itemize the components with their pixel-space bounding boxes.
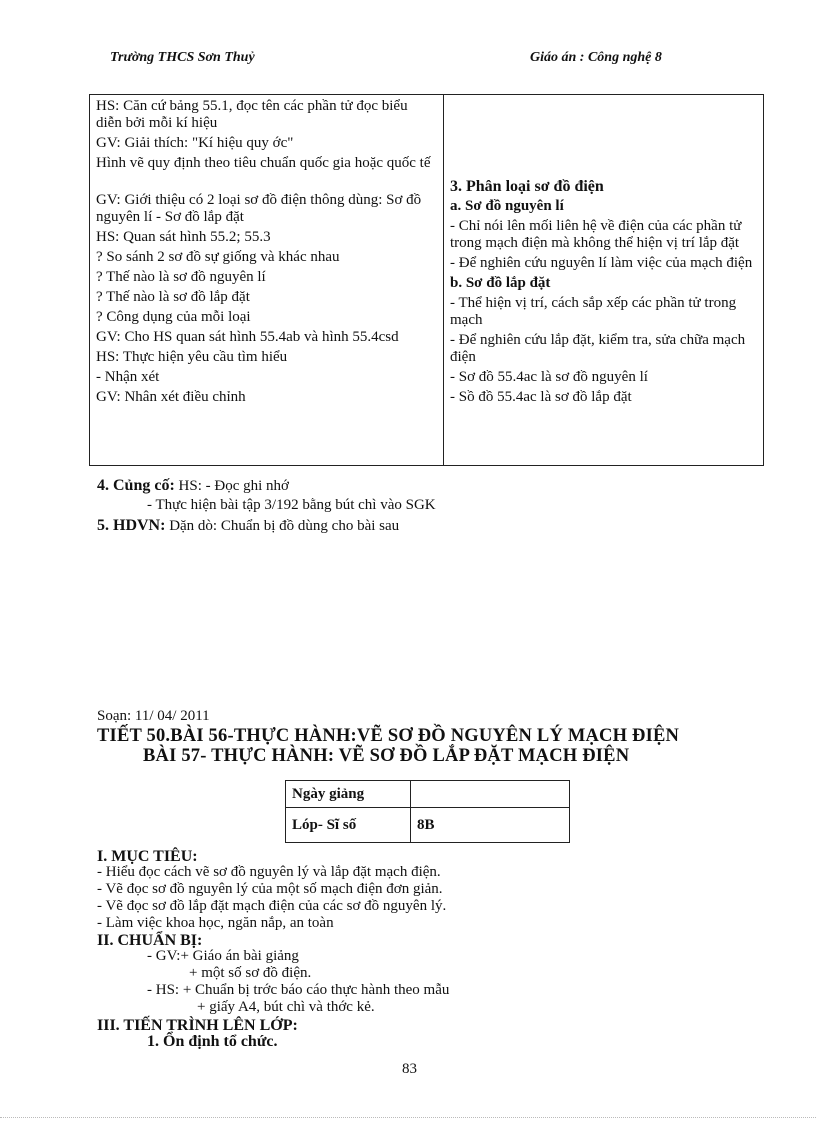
- content-line: - Chỉ nói lên mối liên hệ về điện của các phần tử trong mạch điện mà không thể hiện vị trí lắp đặt: [450, 218, 742, 251]
- preparation-line: - HS: + Chuẩn bị trớc báo cáo thực hành theo mẫu: [147, 982, 450, 998]
- header-subject: Giáo án : Công nghệ 8: [530, 50, 662, 65]
- homework-line: [97, 517, 399, 535]
- prepared-date: Soạn: 11/ 04/ 2011: [97, 708, 210, 724]
- consolidation-text: HS: - Đọc ghi nhớ: [178, 478, 289, 494]
- lesson-activity-table: [89, 94, 764, 466]
- footer-divider: [0, 1117, 816, 1118]
- lesson-title-line1: TIẾT 50.BÀI 56-THỰC HÀNH:VẼ SƠ ĐỒ NGUYÊN LÝ MẠCH ĐIỆN: [97, 726, 680, 746]
- objectives-heading: I. MỤC TIÊU:: [97, 848, 198, 865]
- class-size-value: 8B: [411, 808, 570, 843]
- process-heading: III. TIẾN TRÌNH LÊN LỚP:: [97, 1017, 298, 1034]
- activity-line: ? Thế nào là sơ đồ lắp đặt: [96, 289, 250, 305]
- subsection-heading-a: a. Sơ đồ nguyên lí: [450, 198, 564, 214]
- objective-line: - Làm việc khoa học, ngăn nắp, an toàn: [97, 915, 334, 931]
- preparation-heading: II. CHUẨN BỊ:: [97, 932, 203, 949]
- activity-line: - Nhận xét: [96, 369, 160, 385]
- header-school: Trường THCS Sơn Thuỷ: [110, 50, 255, 65]
- activity-line: GV: Nhân xét điều chỉnh: [96, 389, 246, 405]
- consolidation-exercise: - Thực hiện bài tập 3/192 bằng bút chì vào SGK: [147, 497, 436, 513]
- activity-line: HS: Quan sát hình 55.2; 55.3: [96, 229, 271, 245]
- consolidation-label: 4. Củng cố:: [97, 477, 175, 494]
- activity-line: GV: Cho HS quan sát hình 55.4ab và hình 55.4csd: [96, 329, 399, 345]
- homework-label: 5. HDVN:: [97, 517, 166, 534]
- objective-line: - Vẽ đọc sơ đồ lắp đặt mạch điện của các sơ đồ nguyên lý.: [97, 898, 447, 914]
- teaching-date-value: [411, 781, 570, 808]
- content-line: - Sồ đồ 55.4ac là sơ đồ lắp đặt: [450, 389, 632, 405]
- objective-line: - Vẽ đọc sơ đồ nguyên lý của một số mạch điện đơn giản.: [97, 881, 443, 897]
- objective-line: - Hiểu đọc cách vẽ sơ đồ nguyên lý và lắp đặt mạch điện.: [97, 864, 441, 880]
- content-line: - Thể hiện vị trí, cách sắp xếp các phần tử trong mạch: [450, 295, 737, 328]
- content-line: - Sơ đồ 55.4ac là sơ đồ nguyên lí: [450, 369, 648, 385]
- activity-line: HS: Thực hiện yêu cầu tìm hiểu: [96, 349, 288, 365]
- activity-line: GV: Giải thích: "Kí hiệu quy ớc": [96, 135, 294, 151]
- class-info-table: [285, 780, 570, 843]
- page-number: 83: [402, 1061, 417, 1077]
- preparation-line: - GV:+ Giáo án bài giảng: [147, 948, 299, 964]
- homework-text: Dặn dò: Chuẩn bị đồ dùng cho bài sau: [169, 518, 400, 534]
- activity-line: ? So sánh 2 sơ đồ sự giống và khác nhau: [96, 249, 340, 265]
- lesson-title-line2: BÀI 57- THỰC HÀNH: VẼ SƠ ĐỒ LẮP ĐẶT MẠCH ĐIỆN: [143, 746, 630, 766]
- preparation-line: + một số sơ đồ điện.: [189, 965, 312, 981]
- content-line: - Để nghiên cứu nguyên lí làm việc của mạch điện: [450, 255, 753, 271]
- activity-line: ? Công dụng của mỗi loại: [96, 309, 251, 325]
- process-step-1: 1. Ổn định tổ chức.: [147, 1033, 278, 1050]
- activity-line: GV: Giới thiệu có 2 loại sơ đồ điện thông dùng: Sơ đồ nguyên lí - Sơ đồ lắp đặt: [96, 192, 422, 225]
- class-size-label: Lóp- Sĩ số: [286, 808, 411, 843]
- subsection-heading-b: b. Sơ đồ lắp đặt: [450, 275, 551, 291]
- activity-line: HS: Căn cứ bảng 55.1, đọc tên các phần tử đọc biểu diễn bởi mỗi kí hiệu: [96, 98, 408, 131]
- content-line: - Để nghiên cứu lắp đặt, kiểm tra, sửa chữa mạch điện: [450, 332, 746, 365]
- consolidation-line: [97, 477, 289, 495]
- activity-spacer: [96, 175, 437, 189]
- content-cell: [444, 95, 764, 466]
- activity-line: ? Thế nào là sơ đồ nguyên lí: [96, 269, 266, 285]
- teaching-date-label: Ngày giảng: [286, 781, 411, 808]
- teacher-student-activities-cell: [90, 95, 444, 466]
- activity-line: Hình vẽ quy định theo tiêu chuẩn quốc gia hoặc quốc tế: [96, 155, 431, 171]
- section-heading: 3. Phân loại sơ đồ điện: [450, 178, 604, 195]
- preparation-line: + giấy A4, bút chì và thớc kẻ.: [197, 999, 375, 1015]
